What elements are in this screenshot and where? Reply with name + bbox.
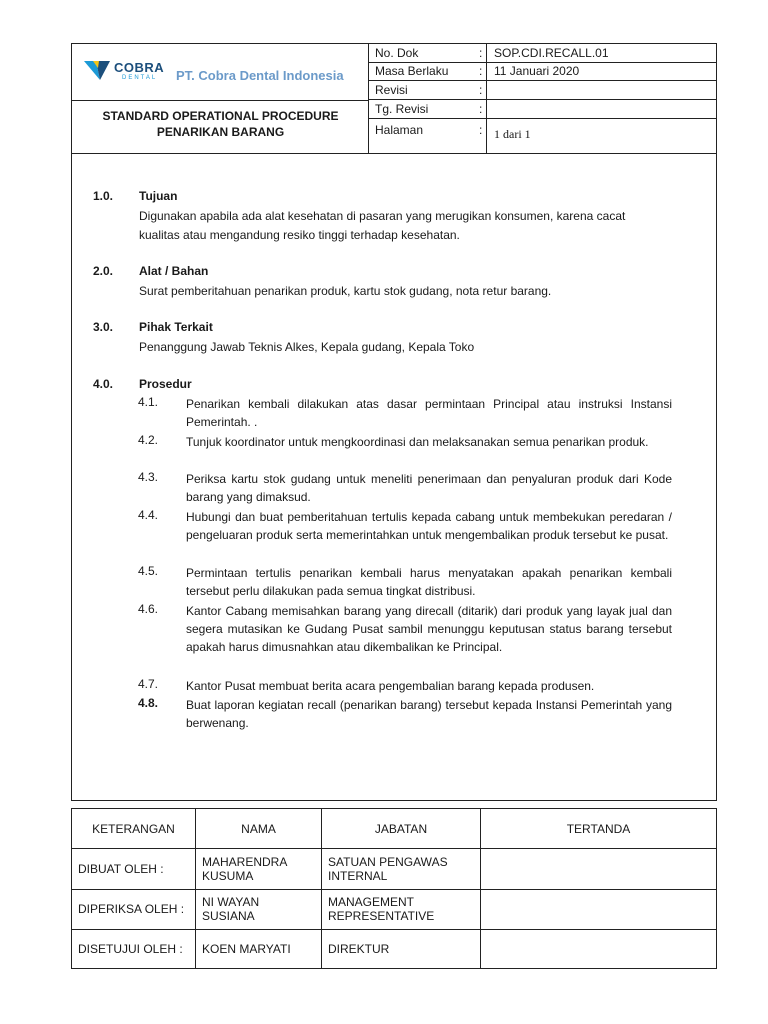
section-line: Surat pemberitahuan penarikan produk, kartu stok gudang, nota retur barang.	[139, 284, 552, 298]
meta-row-masa-berlaku	[369, 63, 716, 81]
header-left	[72, 44, 369, 154]
procedure-text: Periksa kartu stok gudang untuk meneliti penerimaan dan penyaluran produk dari Kode barang yang dimaksud.	[186, 472, 672, 504]
procedure-text: Tunjuk koordinator untuk mengkoordinasi dan melaksanakan semua penarikan produk.	[186, 435, 649, 449]
cobra-logo-icon	[84, 58, 110, 84]
header-keterangan: KETERANGAN	[72, 809, 196, 849]
cell-tertanda	[481, 889, 717, 929]
meta-colon: :	[479, 64, 483, 78]
cell-nama: NI WAYAN SUSIANA	[196, 889, 322, 929]
cell-tertanda	[481, 929, 717, 968]
table-row	[72, 889, 717, 929]
section-line: Penanggung Jawab Teknis Alkes, Kepala gudang, Kepala Toko	[139, 340, 475, 354]
title-line-1: STANDARD OPERATIONAL PROCEDURE	[102, 109, 339, 123]
title-line-2: PENARIKAN BARANG	[156, 125, 285, 139]
procedure-text: Buat laporan kegiatan recall (penarikan barang) tersebut kepada Instansi Pemerintah yang berwenang.	[186, 698, 672, 730]
document-frame	[71, 43, 717, 801]
section-title: Pihak Terkait	[139, 320, 213, 334]
meta-colon: :	[479, 83, 483, 97]
section-number: 3.0.	[93, 320, 114, 334]
meta-value: 11 Januari 2020	[494, 64, 580, 78]
document-header	[72, 44, 716, 154]
company-name: PT. Cobra Dental Indonesia	[176, 68, 344, 83]
table-row	[72, 849, 717, 889]
cell-keterangan: DIPERIKSA OLEH :	[72, 889, 196, 929]
cell-keterangan: DISETUJUI OLEH :	[72, 929, 196, 968]
meta-key: Masa Berlaku	[375, 64, 449, 78]
section-number: 1.0.	[93, 189, 114, 203]
meta-row-no-dok	[369, 44, 716, 63]
procedure-number: 4.1.	[138, 395, 159, 409]
section-number: 4.0.	[93, 377, 114, 391]
section-title: Alat / Bahan	[139, 264, 209, 278]
section-number: 2.0.	[93, 264, 114, 278]
meta-key: Tg. Revisi	[375, 102, 429, 116]
meta-key: No. Dok	[375, 46, 419, 60]
procedure-text: Penarikan kembali dilakukan atas dasar permintaan Principal atau instruksi Instansi Pemerintah. .	[186, 397, 672, 429]
signature-table	[71, 808, 717, 969]
table-header-row	[72, 809, 717, 849]
meta-colon: :	[479, 102, 483, 116]
cell-jabatan: DIREKTUR	[322, 929, 481, 968]
meta-row-halaman	[369, 119, 716, 154]
cell-jabatan: SATUAN PENGAWAS INTERNAL	[322, 849, 481, 889]
procedure-number: 4.5.	[138, 564, 159, 578]
procedure-number: 4.2.	[138, 433, 159, 447]
section-line: kualitas atau mengandung resiko tinggi terhadap kesehatan.	[139, 228, 460, 242]
meta-value: 1 dari 1	[494, 127, 531, 141]
procedure-number: 4.3.	[138, 470, 159, 484]
procedure-text: Hubungi dan buat pemberitahuan tertulis kepada cabang untuk membekukan peredaran / pengeluaran produk serta memerintahkan untuk mengembalikan produk tersebut ke pusat.	[186, 510, 672, 542]
cell-keterangan: DIBUAT OLEH :	[72, 849, 196, 889]
section-text	[139, 282, 659, 301]
section-text	[139, 207, 659, 245]
section-title: Prosedur	[139, 377, 192, 391]
procedure-text: Kantor Pusat membuat berita acara pengembalian barang kepada produsen.	[186, 679, 595, 693]
header-tertanda: TERTANDA	[481, 809, 717, 849]
procedure-number: 4.7.	[138, 677, 159, 691]
meta-key: Halaman	[375, 123, 424, 137]
procedure-number: 4.8.	[138, 696, 159, 710]
cell-nama: MAHARENDRA KUSUMA	[196, 849, 322, 889]
meta-row-tg-revisi	[369, 100, 716, 119]
logo-cell	[72, 44, 369, 101]
meta-colon: :	[479, 123, 483, 137]
section-line: Digunakan apabila ada alat kesehatan di pasaran yang merugikan konsumen, karena cacat	[139, 209, 626, 223]
logo-wordmark: COBRA	[114, 60, 165, 75]
header-jabatan: JABATAN	[322, 809, 481, 849]
logo-subtext: DENTAL	[122, 75, 158, 81]
header-nama: NAMA	[196, 809, 322, 849]
meta-row-revisi	[369, 81, 716, 100]
section-text	[139, 338, 659, 357]
procedure-number: 4.4.	[138, 508, 159, 522]
meta-value: SOP.CDI.RECALL.01	[494, 46, 609, 60]
meta-key: Revisi	[375, 83, 408, 97]
document-title	[72, 101, 369, 154]
procedure-text: Permintaan tertulis penarikan kembali harus menyatakan apakah penarikan kembali tersebut perlu dilakukan pada semua tingkat distribusi.	[186, 566, 672, 598]
meta-colon: :	[479, 46, 483, 60]
procedure-number: 4.6.	[138, 602, 159, 616]
section-title: Tujuan	[139, 189, 178, 203]
table-row	[72, 929, 717, 968]
cell-tertanda	[481, 849, 717, 889]
procedure-text: Kantor Cabang memisahkan barang yang direcall (ditarik) dari produk yang layak jual dan segera mutasikan ke Gudang Pusat sambil menunggu keputusan status barang tersebut apakah harus dimusnahkan atau dikembalikan ke Principal.	[186, 604, 672, 654]
cell-nama: KOEN MARYATI	[196, 929, 322, 968]
cell-jabatan: MANAGEMENT REPRESENTATIVE	[322, 889, 481, 929]
